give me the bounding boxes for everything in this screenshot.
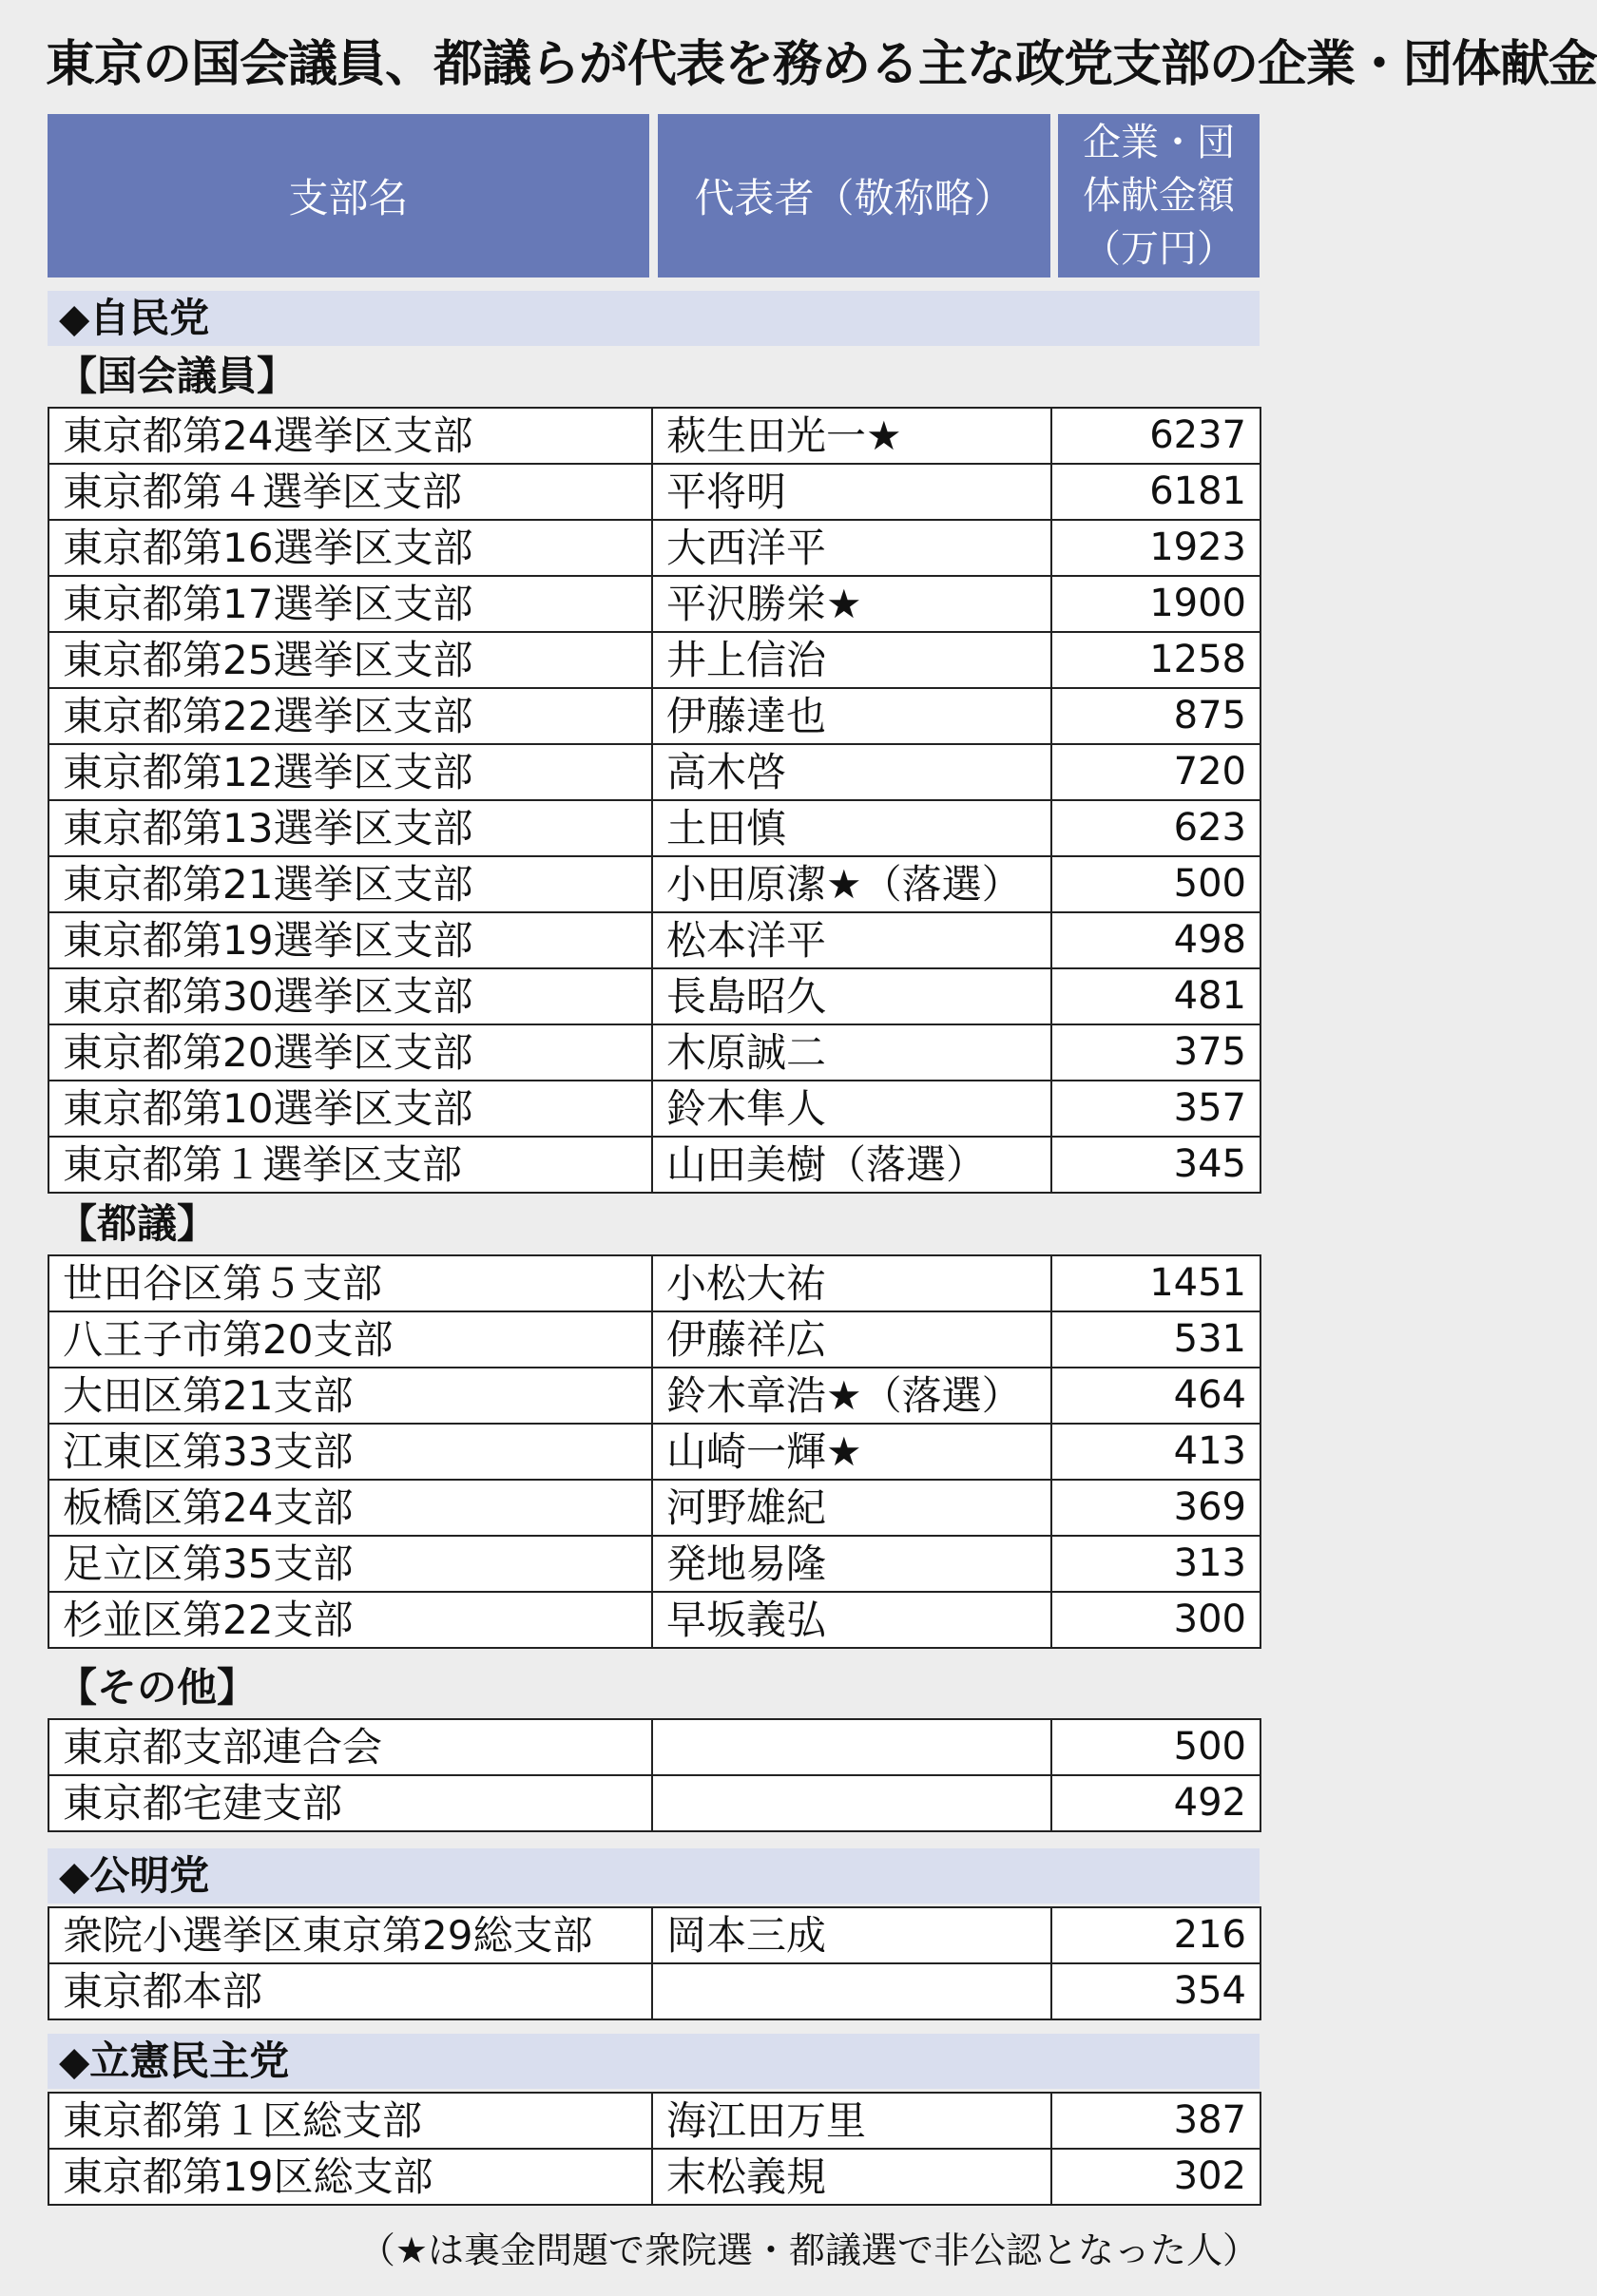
table-row: [48, 1719, 1260, 1775]
representative-cell: [652, 1963, 1051, 2019]
group-label-diet: 【国会議員】: [57, 353, 298, 399]
amount-cell: 1451: [1051, 1255, 1260, 1311]
representative-cell: 長島昭久: [652, 968, 1051, 1024]
representative-cell: 発地易隆: [652, 1536, 1051, 1592]
branch-cell: 世田谷区第５支部: [48, 1255, 652, 1311]
amount-cell: 357: [1051, 1081, 1260, 1137]
amount-cell: 354: [1051, 1963, 1260, 2019]
party-label-cdp: ◆立憲民主党: [59, 2038, 290, 2084]
amount-cell: 6237: [1051, 408, 1260, 464]
branch-cell: 東京都第10選挙区支部: [48, 1081, 652, 1137]
branch-cell: 東京都第19区総支部: [48, 2149, 652, 2205]
representative-cell: 海江田万里: [652, 2093, 1051, 2149]
table-ldp-other: [48, 1718, 1261, 1832]
amount-cell: 387: [1051, 2093, 1260, 2149]
branch-cell: 東京都支部連合会: [48, 1719, 652, 1775]
branch-cell: 江東区第33支部: [48, 1424, 652, 1480]
branch-cell: 東京都第13選挙区支部: [48, 800, 652, 856]
branch-cell: 東京都第21選挙区支部: [48, 856, 652, 912]
party-label-komeito: ◆公明党: [59, 1852, 210, 1899]
table-row: [48, 464, 1260, 520]
table-row: [48, 688, 1260, 744]
amount-cell: 498: [1051, 912, 1260, 968]
column-header-amount-line2: 体献金額: [1083, 174, 1235, 218]
branch-cell: 大田区第21支部: [48, 1368, 652, 1424]
table-row: [48, 912, 1260, 968]
branch-cell: 東京都第24選挙区支部: [48, 408, 652, 464]
branch-cell: 東京都第30選挙区支部: [48, 968, 652, 1024]
representative-cell: 山田美樹（落選）: [652, 1137, 1051, 1193]
table-row: [48, 1255, 1260, 1311]
table-row: [48, 1368, 1260, 1424]
party-band-cdp: [48, 2034, 1260, 2089]
table-row: [48, 520, 1260, 576]
table-row: [48, 1963, 1260, 2019]
table-row: [48, 2149, 1260, 2205]
column-header-representative: 代表者（敬称略）: [658, 114, 1050, 277]
table-row: [48, 1480, 1260, 1536]
representative-cell: 早坂義弘: [652, 1592, 1051, 1648]
party-band-komeito: [48, 1848, 1260, 1904]
branch-cell: 東京都第１選挙区支部: [48, 1137, 652, 1193]
representative-cell: 岡本三成: [652, 1907, 1051, 1963]
amount-cell: 481: [1051, 968, 1260, 1024]
branch-cell: 東京都第22選挙区支部: [48, 688, 652, 744]
column-header-amount-line3: （万円）: [1083, 227, 1235, 271]
table-row: [48, 1024, 1260, 1081]
amount-cell: 875: [1051, 688, 1260, 744]
representative-cell: 平沢勝栄★: [652, 576, 1051, 632]
column-header-amount-line1: 企業・団: [1083, 121, 1235, 164]
representative-cell: 萩生田光一★: [652, 408, 1051, 464]
representative-cell: [652, 1719, 1051, 1775]
branch-cell: 板橋区第24支部: [48, 1480, 652, 1536]
representative-cell: 平将明: [652, 464, 1051, 520]
amount-cell: 492: [1051, 1775, 1260, 1831]
amount-cell: 1900: [1051, 576, 1260, 632]
branch-cell: 杉並区第22支部: [48, 1592, 652, 1648]
branch-cell: 東京都本部: [48, 1963, 652, 2019]
branch-cell: 東京都第12選挙区支部: [48, 744, 652, 800]
amount-cell: 300: [1051, 1592, 1260, 1648]
branch-cell: 東京都第17選挙区支部: [48, 576, 652, 632]
table-row: [48, 632, 1260, 688]
amount-cell: 720: [1051, 744, 1260, 800]
column-header-amount: [1058, 114, 1260, 277]
table-ldp-metro: [48, 1254, 1261, 1649]
representative-cell: 小松大祐: [652, 1255, 1051, 1311]
table-row: [48, 968, 1260, 1024]
branch-cell: 八王子市第20支部: [48, 1311, 652, 1368]
amount-cell: 369: [1051, 1480, 1260, 1536]
amount-cell: 313: [1051, 1536, 1260, 1592]
amount-cell: 302: [1051, 2149, 1260, 2205]
amount-cell: 500: [1051, 856, 1260, 912]
representative-cell: 伊藤祥広: [652, 1311, 1051, 1368]
representative-cell: 鈴木章浩★（落選）: [652, 1368, 1051, 1424]
party-label-ldp: ◆自民党: [59, 295, 210, 341]
representative-cell: 鈴木隼人: [652, 1081, 1051, 1137]
branch-cell: 東京都第20選挙区支部: [48, 1024, 652, 1081]
amount-cell: 413: [1051, 1424, 1260, 1480]
table-cdp: [48, 2092, 1261, 2206]
amount-cell: 623: [1051, 800, 1260, 856]
branch-cell: 東京都宅建支部: [48, 1775, 652, 1831]
representative-cell: 山崎一輝★: [652, 1424, 1051, 1480]
table-row: [48, 1536, 1260, 1592]
table-row: [48, 2093, 1260, 2149]
table-ldp-diet: [48, 407, 1261, 1194]
representative-cell: 大西洋平: [652, 520, 1051, 576]
table-row: [48, 1137, 1260, 1193]
amount-cell: 345: [1051, 1137, 1260, 1193]
column-header-branch: 支部名: [48, 114, 649, 277]
amount-cell: 6181: [1051, 464, 1260, 520]
representative-cell: 小田原潔★（落選）: [652, 856, 1051, 912]
amount-cell: 464: [1051, 1368, 1260, 1424]
representative-cell: 松本洋平: [652, 912, 1051, 968]
representative-cell: 河野雄紀: [652, 1480, 1051, 1536]
party-band-ldp: [48, 291, 1260, 346]
branch-cell: 東京都第４選挙区支部: [48, 464, 652, 520]
table-row: [48, 1311, 1260, 1368]
branch-cell: 足立区第35支部: [48, 1536, 652, 1592]
table-row: [48, 408, 1260, 464]
amount-cell: 531: [1051, 1311, 1260, 1368]
page-title: 東京の国会議員、都議らが代表を務める主な政党支部の企業・団体献金: [46, 36, 1597, 93]
branch-cell: 東京都第16選挙区支部: [48, 520, 652, 576]
table-row: [48, 1081, 1260, 1137]
group-label-other: 【その他】: [57, 1664, 258, 1711]
table-row: [48, 800, 1260, 856]
table-row: [48, 1907, 1260, 1963]
table-row: [48, 576, 1260, 632]
table-row: [48, 1592, 1260, 1648]
representative-cell: 井上信治: [652, 632, 1051, 688]
representative-cell: 高木啓: [652, 744, 1051, 800]
representative-cell: 末松義規: [652, 2149, 1051, 2205]
table-row: [48, 1424, 1260, 1480]
table-komeito: [48, 1906, 1261, 2020]
amount-cell: 500: [1051, 1719, 1260, 1775]
amount-cell: 1258: [1051, 632, 1260, 688]
table-row: [48, 856, 1260, 912]
table-row: [48, 744, 1260, 800]
amount-cell: 1923: [1051, 520, 1260, 576]
representative-cell: [652, 1775, 1051, 1831]
amount-cell: 216: [1051, 1907, 1260, 1963]
amount-cell: 375: [1051, 1024, 1260, 1081]
branch-cell: 東京都第19選挙区支部: [48, 912, 652, 968]
representative-cell: 伊藤達也: [652, 688, 1051, 744]
group-label-metro: 【都議】: [57, 1200, 218, 1247]
branch-cell: 東京都第１区総支部: [48, 2093, 652, 2149]
representative-cell: 木原誠二: [652, 1024, 1051, 1081]
branch-cell: 東京都第25選挙区支部: [48, 632, 652, 688]
representative-cell: 土田慎: [652, 800, 1051, 856]
table-row: [48, 1775, 1260, 1831]
footnote: （★は裏金問題で衆院選・都議選で非公認となった人）: [358, 2229, 1259, 2271]
branch-cell: 衆院小選挙区東京第29総支部: [48, 1907, 652, 1963]
